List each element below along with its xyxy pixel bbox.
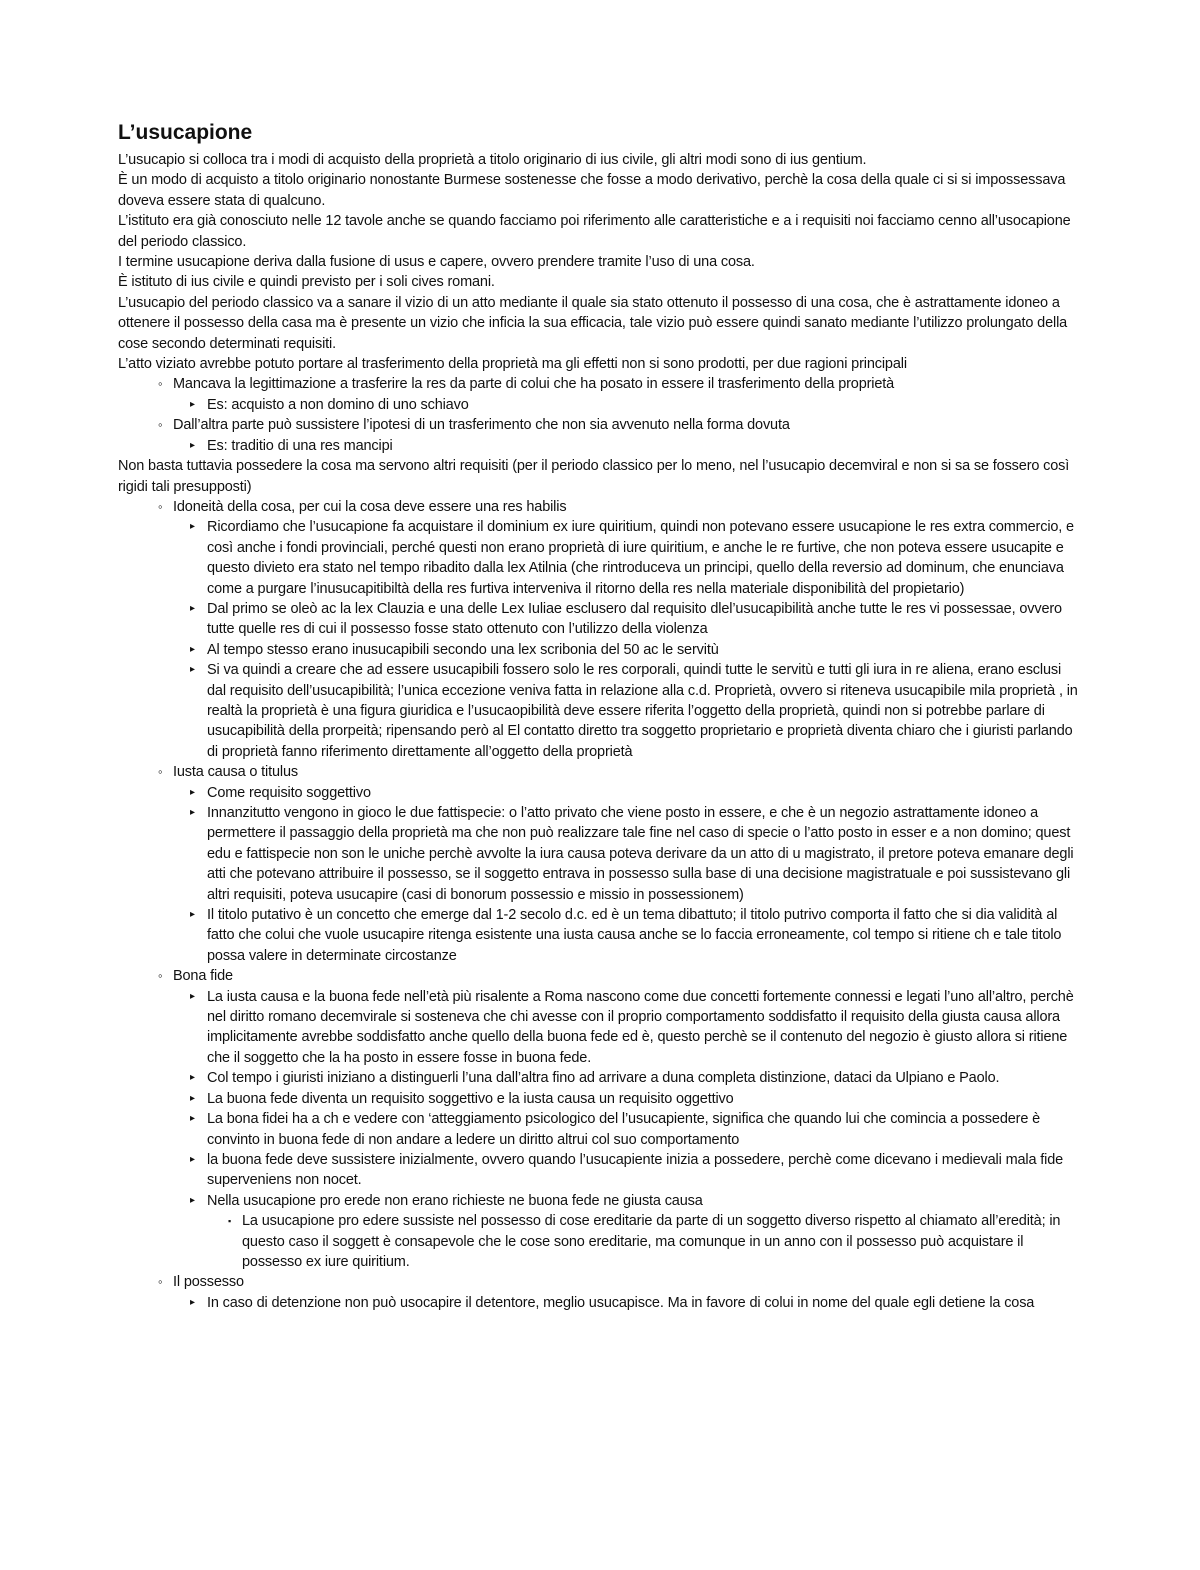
list-item-text: Bona fide: [173, 968, 233, 985]
list-item-text: Ricordiamo che l’usucapione fa acquistare il dominium ex iure quiritium, quindi non potevano essere usucapione le res extra commercio, e così anche i fondi provinciali, perché questi non erano proprietà di iure quiritium, e anche le re furtive, che non poteva essere usucapite e questo divieto era stato nel tempo ribadito dalla lex Atilnia (che rintroduceva un principi, quello della reversio ad dominum, che enunciava come a purgare l’inusucapitibiltà della res furtiva interveniva il ritorno della res nella materiale disponibilità del propietario): [207, 519, 1074, 597]
list-item: [118, 660, 1080, 762]
sub-list: [118, 517, 1080, 762]
list-item-text: Idoneità della cosa, per cui la cosa deve essere una res habilis: [173, 498, 567, 515]
sub-sub-list: [118, 1211, 1080, 1272]
sub-list: [118, 436, 1080, 456]
list-item: [118, 497, 1080, 517]
list-item: [118, 415, 1080, 435]
requirements-list: [118, 1272, 1080, 1292]
list-item: [118, 762, 1080, 782]
list-item: [118, 987, 1080, 1069]
list-item: [118, 436, 1080, 456]
list-item: [118, 517, 1080, 599]
requirements-list: [118, 497, 1080, 517]
list-item-text: Iusta causa o titulus: [173, 764, 299, 781]
list-item-text: Es: traditio di una res mancipi: [207, 437, 393, 454]
list-item-text: Il possesso: [173, 1274, 244, 1291]
list-item: [118, 599, 1080, 640]
paragraph: I termine usucapione deriva dalla fusione di usus e capere, ovvero prendere tramite l’uso di una cosa.: [118, 254, 755, 271]
list-item: [118, 966, 1080, 986]
requirements-list: [118, 762, 1080, 782]
requirements-list: [118, 966, 1080, 986]
paragraph: È istituto di ius civile e quindi previsto per i soli cives romani.: [118, 274, 495, 291]
document-page: [118, 120, 1080, 1313]
list-item: [118, 1191, 1080, 1211]
list-item-text: Si va quindi a creare che ad essere usucapibili fossero solo le res corporali, quindi tutte le servitù e tutti gli iura in re aliena, erano esclusi dal requisito dell’usucapibilità; l’unica eccezione veniva fatta in relazione alla c.d. Proprietà, ovvero si riteneva usucapibile mila proprietà , in realtà la proprietà è una figura giuridica e l’usucaopibilità deve essere riferita l’oggetto della proprietà, quindi non si potrebbe parlare di usucapibilità della prorpeità; ripensando però al El contatto diretto tra soggetto proprietario e proprietà diventa chiaro che i giuristi parlando di proprietà fanno riferimento direttamente all’oggetto della proprietà: [207, 662, 1078, 760]
list-item: [118, 1089, 1080, 1109]
list-item-text: Il titolo putativo è un concetto che emerge dal 1-2 secolo d.c. ed è un tema dibattuto; il titolo putrivo comporta il fatto che si dia validità al fatto che colui che vuole usucapire ritenga esistente una iusta causa anche se lo faccia erroneamente, col tempo si ritiene ch e tale titolo possa valere in determinate circostanze: [207, 907, 1062, 964]
reasons-list: [118, 415, 1080, 435]
sub-list: [118, 783, 1080, 967]
list-item-text: Es: acquisto a non domino di uno schiavo: [207, 396, 469, 413]
list-item: [118, 783, 1080, 803]
list-item-text: Al tempo stesso erano inusucapibili secondo una lex scribonia del 50 ac le servitù: [207, 641, 719, 658]
list-item: [118, 803, 1080, 905]
paragraph: L’istituto era già conosciuto nelle 12 tavole anche se quando facciamo poi riferimento alle caratteristiche e a i requisiti noi facciamo cenno all’usocapione del periodo classico.: [118, 213, 1071, 250]
sub-list: [118, 987, 1080, 1211]
list-item-text: La bona fidei ha a ch e vedere con ‘atteggiamento psicologico del l’usucapiente, significa che quando lui che comincia a possedere è convinto in buona fede di non andare a ledere un diritto altrui col suo comportamento: [207, 1111, 1041, 1148]
list-item: [118, 1211, 1080, 1272]
paragraph: L’atto viziato avrebbe potuto portare al trasferimento della proprietà ma gli effetti non si sono prodotti, per due ragioni principali: [118, 356, 907, 373]
paragraph: L’usucapio del periodo classico va a sanare il vizio di un atto mediante il quale sia stato ottenuto il possesso di una cosa, che è astrattamente idoneo a ottenere il possesso della casa ma è presente un vizio che inficia la sua efficacia, tale vizio può essere quindi sanato mediante l’utilizzo prolungato della cose secondo determinati requisiti.: [118, 294, 1068, 352]
list-item-text: Nella usucapione pro erede non erano richieste ne buona fede ne giusta causa: [207, 1192, 703, 1209]
list-item-text: Come requisito soggettivo: [207, 784, 371, 801]
list-item-text: Dal primo se oleò ac la lex Clauzia e una delle Lex Iuliae esclusero dal requisito dlel’usucapibilità anche tutte le res vi possessae, ovvero tutte quelle res di cui il possesso fosse stato ottenuto con l’utilizzo della violenza: [207, 600, 1062, 638]
reasons-list: [118, 374, 1080, 394]
list-item: [118, 1150, 1080, 1191]
list-item: [118, 374, 1080, 394]
list-item: [118, 1272, 1080, 1292]
paragraph: L’usucapio si colloca tra i modi di acquisto della proprietà a titolo originario di ius civile, gli altri modi sono di ius gentium.: [118, 152, 867, 168]
list-item-text: La usucapione pro edere sussiste nel possesso di cose ereditarie da parte di un soggetto diverso rispetto al chiamato all’eredità; in questo caso il soggett è consapevole che le cose sono ereditarie, ma comunque in un anno con il possesso può acquistare il possesso ex iure quiritium.: [242, 1213, 1061, 1270]
list-item: [118, 640, 1080, 660]
list-item-text: la buona fede deve sussistere inizialmente, ovvero quando l’usucapiente inizia a possedere, perchè come dicevano i medievali mala fide superveniens non nocet.: [207, 1151, 1064, 1189]
paragraph: Non basta tuttavia possedere la cosa ma servono altri requisiti (per il periodo classico per lo meno, nel l’usucapio decemviral e non si sa se fossero così rigidi tali presupposti): [118, 458, 1070, 495]
list-item-text: Col tempo i giuristi iniziano a distinguerli l’una dall’altra fino ad arrivare a duna completa distinzione, dataci da Ulpiano e Paolo.: [207, 1070, 1000, 1087]
list-item: [118, 905, 1080, 966]
list-item: [118, 1068, 1080, 1088]
sub-list: [118, 395, 1080, 415]
list-item: [118, 1293, 1080, 1313]
page-title: L’usucapione: [118, 121, 253, 144]
list-item-text: Mancava la legittimazione a trasferire la res da parte di colui che ha posato in essere il trasferimento della proprietà: [173, 376, 895, 393]
sub-list: [118, 1293, 1080, 1313]
list-item-text: La iusta causa e la buona fede nell’età più risalente a Roma nascono come due concetti fortemente connessi e legati l’uno all’altro, perchè nel diritto romano decemvirale si sosteneva che chi avesse con il proprio comportamento soddisfatto il requisito della giusta causa allora implicitamente avrebbe soddisfatto anche quello della buona fede ed è, questo perchè se il contenuto del negozio è giusto allora si ritiene che il soggetto che la ha posto in essere fosse in buona fede.: [207, 988, 1074, 1066]
paragraph: È un modo di acquisto a titolo originario nonostante Burmese sostenesse che fosse a modo derivativo, perchè la cosa della quale ci si si impossessava doveva essere stata di qualcuno.: [118, 172, 1066, 209]
list-item-text: La buona fede diventa un requisito soggettivo e la iusta causa un requisito oggettivo: [207, 1090, 734, 1107]
list-item-text: In caso di detenzione non può usocapire il detentore, meglio usucapisce. Ma in favore di colui in nome del quale egli detiene la cosa: [207, 1294, 1035, 1311]
list-item: [118, 395, 1080, 415]
list-item-text: Dall’altra parte può sussistere l’ipotesi di un trasferimento che non sia avvenuto nella forma dovuta: [173, 417, 790, 434]
list-item-text: Innanzitutto vengono in gioco le due fattispecie: o l’atto privato che viene posto in essere, e che è un negozio astrattamente idoneo a permettere il passaggio della proprietà ma che non può realizzare tale fine nel caso di specie o l’atto posto in esser e a non domino; quest edu e fattispecie non son le uniche perchè avvolte la iura causa poteva derivare da un atto di u magistrato, il pretore poteva emanare degli atti che potevano attribuire il possesso, se il soggetto entrava in possesso sulla base di una decisione magistratuale e poi sussistevano gli altri requisiti, poteva usucapire (casi di bonorum possessio e missio in possessionem): [207, 805, 1074, 903]
list-item: [118, 1109, 1080, 1150]
